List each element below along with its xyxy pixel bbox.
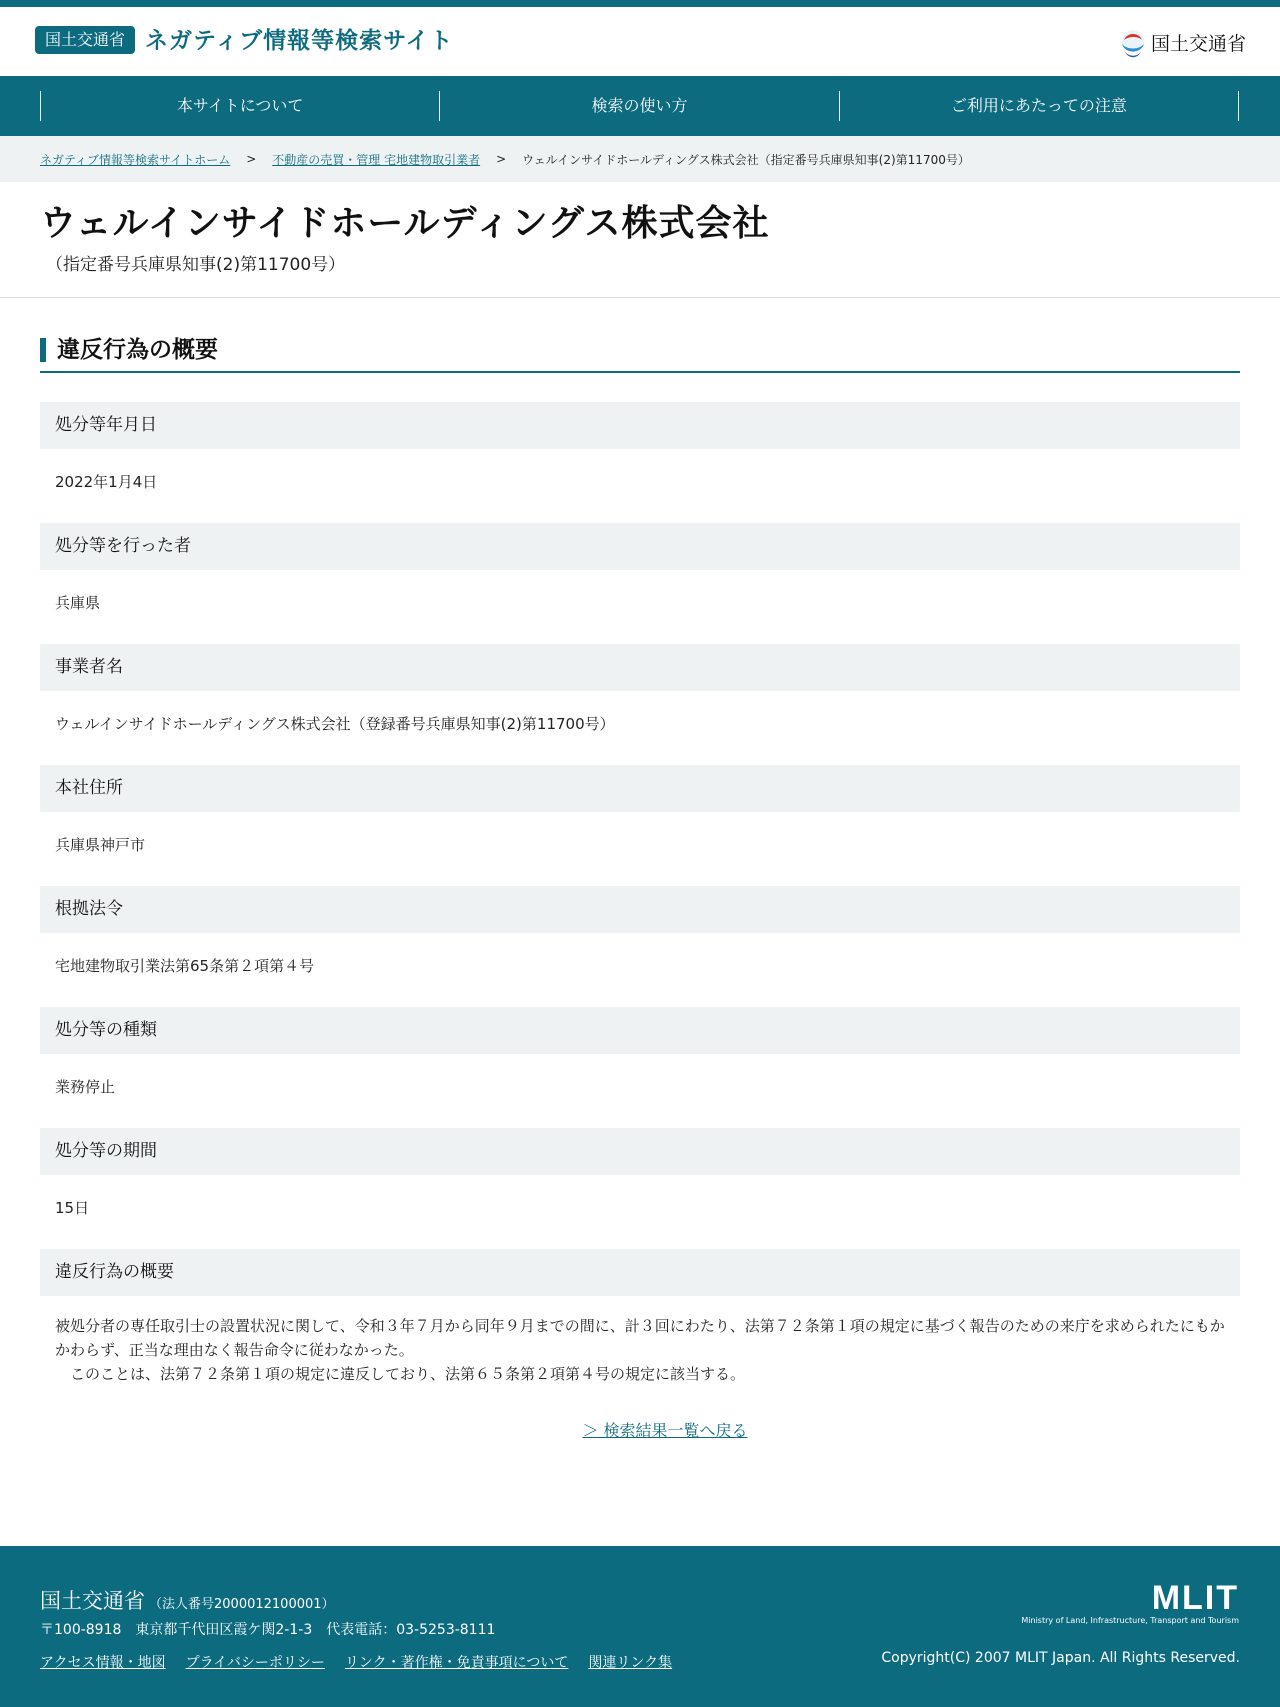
ministry-badge[interactable]: 国土交通省 (35, 26, 135, 54)
detail-label-type: 処分等の種類 (40, 1007, 1240, 1054)
detail-value-summary (40, 1296, 1240, 1418)
footer-address: 〒100-8918 東京都千代田区霞ケ関2-1-3 代表電話：03-5253-8111 (40, 1622, 496, 1638)
footer-link-related[interactable]: 関連リンク集 (588, 1655, 673, 1671)
page-subtitle: （指定番号兵庫県知事(2)第11700号） (46, 255, 346, 275)
section-heading (40, 336, 1240, 373)
footer-link-copyright[interactable]: リンク・著作権・免責事項について (344, 1655, 569, 1671)
detail-list (40, 402, 1240, 1418)
detail-label-law: 根拠法令 (40, 886, 1240, 933)
nav-item-notes[interactable]: ご利用にあたっての注意 (840, 91, 1239, 121)
detail-value-period: 15日 (55, 1199, 90, 1217)
detail-label-summary: 違反行為の概要 (40, 1249, 1240, 1296)
footer-mlit-logo[interactable] (1021, 1579, 1239, 1625)
footer-links (40, 1652, 692, 1672)
breadcrumb-current: ウェルインサイドホールディングス株式会社（指定番号兵庫県知事(2)第11700号） (522, 152, 970, 167)
footer-link-access[interactable]: アクセス情報・地図 (40, 1655, 166, 1671)
global-nav (0, 76, 1280, 136)
heading-accent-bar (40, 338, 46, 362)
detail-value-authority: 兵庫県 (55, 594, 101, 612)
detail-value-law: 宅地建物取引業法第65条第２項第４号 (55, 957, 315, 975)
detail-value-date: 2022年1月4日 (55, 473, 158, 491)
detail-value-company: ウェルインサイドホールディングス株式会社（登録番号兵庫県知事(2)第11700号） (55, 715, 615, 733)
detail-label-period: 処分等の期間 (40, 1128, 1240, 1175)
breadcrumb-separator: > (496, 152, 507, 166)
nav-item-how-to-search[interactable]: 検索の使い方 (440, 91, 839, 121)
mlit-logo[interactable] (1119, 28, 1246, 60)
footer-link-privacy[interactable]: プライバシーポリシー (185, 1655, 325, 1671)
breadcrumb-separator: > (246, 152, 257, 166)
breadcrumb (0, 136, 1280, 182)
top-accent-bar (0, 0, 1280, 7)
section-heading-text: 違反行為の概要 (57, 337, 218, 363)
site-header (0, 7, 1280, 76)
summary-paragraph-1: 被処分者の専任取引士の設置状況に関して、令和３年７月から同年９月までの間に、計３回にわたり、法第７２条第１項の規定に基づく報告のための来庁を求められたにもかかわらず、正当な理由なく報告命令に従わなかった。 (55, 1317, 1225, 1359)
footer-corp-number: （法人番号2000012100001） (149, 1597, 335, 1612)
nav-item-about[interactable]: 本サイトについて (41, 91, 440, 121)
detail-label-authority: 処分等を行った者 (40, 523, 1240, 570)
main-content (0, 336, 1280, 1568)
detail-label-date: 処分等年月日 (40, 402, 1240, 449)
mlit-logo-text: 国土交通省 (1150, 33, 1246, 55)
summary-paragraph-2: このことは、法第７２条第１項の規定に違反しており、法第６５条第２項第４号の規定に該当する。 (55, 1365, 746, 1383)
mlit-emblem-icon (1119, 28, 1147, 60)
detail-value-address: 兵庫県神戸市 (55, 836, 146, 854)
back-to-results-link[interactable]: ＞ 検索結果一覧へ戻る (582, 1421, 748, 1440)
footer-logo-tagline: Ministry of Land, Infrastructure, Transport and Tourism (1021, 1616, 1239, 1625)
detail-label-company: 事業者名 (40, 644, 1240, 691)
site-footer (0, 1546, 1280, 1707)
breadcrumb-home-link[interactable]: ネガティブ情報等検索サイトホーム (40, 152, 231, 167)
footer-org-name: 国土交通省 (40, 1589, 145, 1613)
breadcrumb-category-link[interactable]: 不動産の売買・管理 宅地建物取引業者 (272, 152, 481, 167)
site-title[interactable]: ネガティブ情報等検索サイト (145, 28, 454, 54)
footer-logo-mark: MLIT (1151, 1579, 1239, 1617)
footer-org (40, 1585, 335, 1615)
title-block (0, 182, 1280, 298)
detail-label-address: 本社住所 (40, 765, 1240, 812)
page-title: ウェルインサイドホールディングス株式会社 (40, 203, 770, 244)
footer-copyright: Copyright(C) 2007 MLIT Japan. All Rights Reserved. (881, 1650, 1240, 1666)
detail-value-type: 業務停止 (55, 1078, 116, 1096)
